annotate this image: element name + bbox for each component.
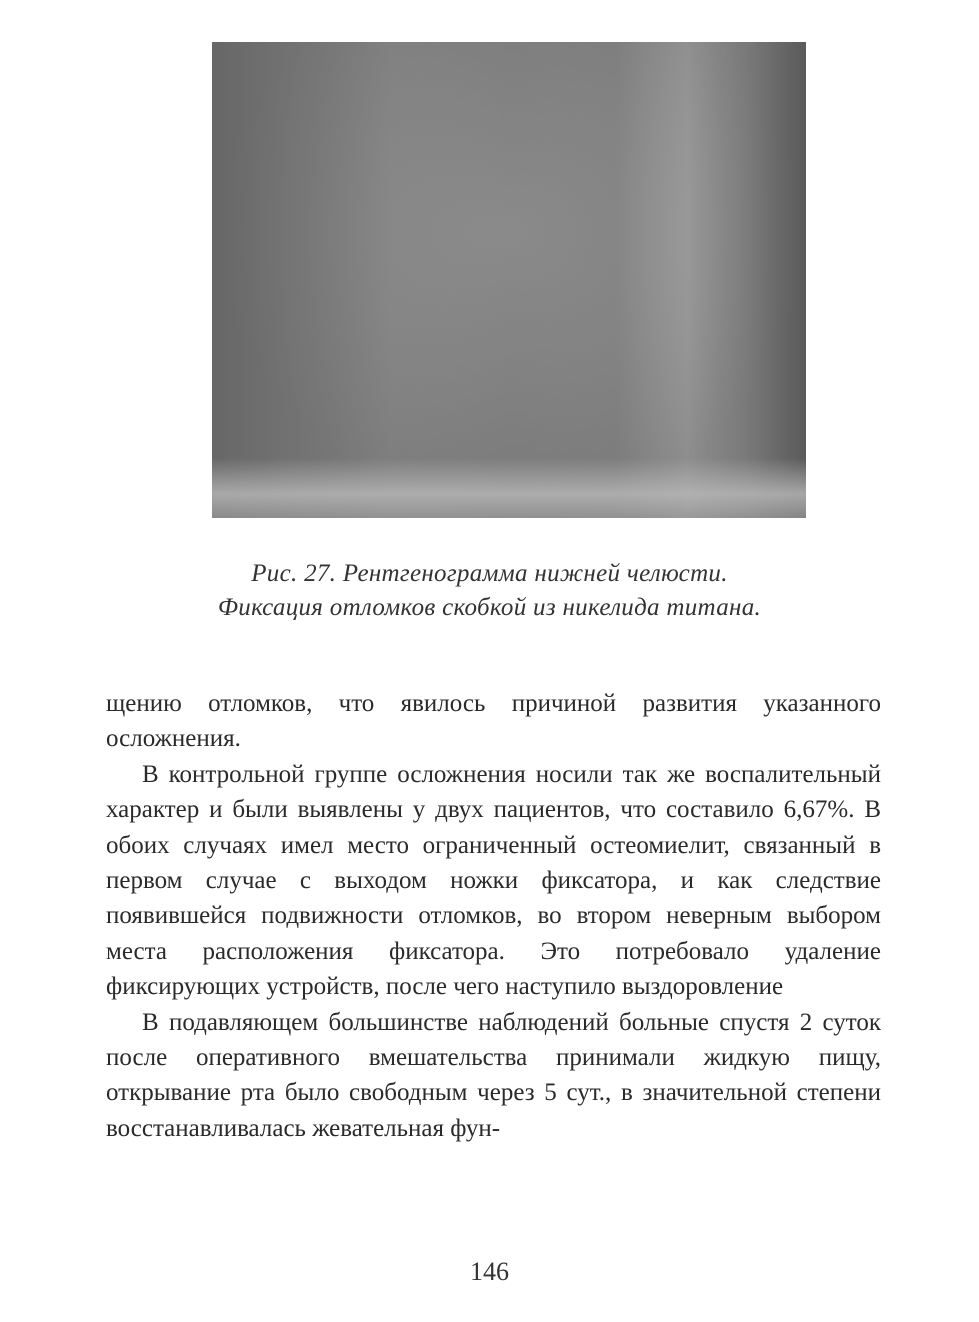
paragraph-1: щению отломков, что явилось причиной развития указанного осложнения. [106,690,881,753]
figure-caption-line-2: Фиксация отломков скобкой из никелида титана. [217,594,762,621]
paragraph-2: В контрольной группе осложнения носили так же воспалительный характер и были выявлены у двух пациентов, что составило 6,67%. В обоих случаях имел место ограниченный остеомиелит, связанный в первом случае с выходом ножки фиксатора, и как следствие появившейся подвижности отломков, во втором неверным выбором места расположения фиксатора. Это потребовало удаление фиксирующих устройств, после чего наступило выздоровление [106,760,881,1001]
body-text [106,686,881,1146]
page-number: 146 [470,1257,509,1286]
xray-image [212,42,806,518]
figure-caption-line-1: Рис. 27. Рентгенограмма нижней челюсти. [251,560,728,587]
paragraph-3: В подавляющем большинстве наблюдений больные спустя 2 суток после оперативного вмешательства принимали жидкую пищу, открывание рта было свободным через 5 сут., в значительной степени восстанавливалась жевательная фун- [106,1008,881,1142]
